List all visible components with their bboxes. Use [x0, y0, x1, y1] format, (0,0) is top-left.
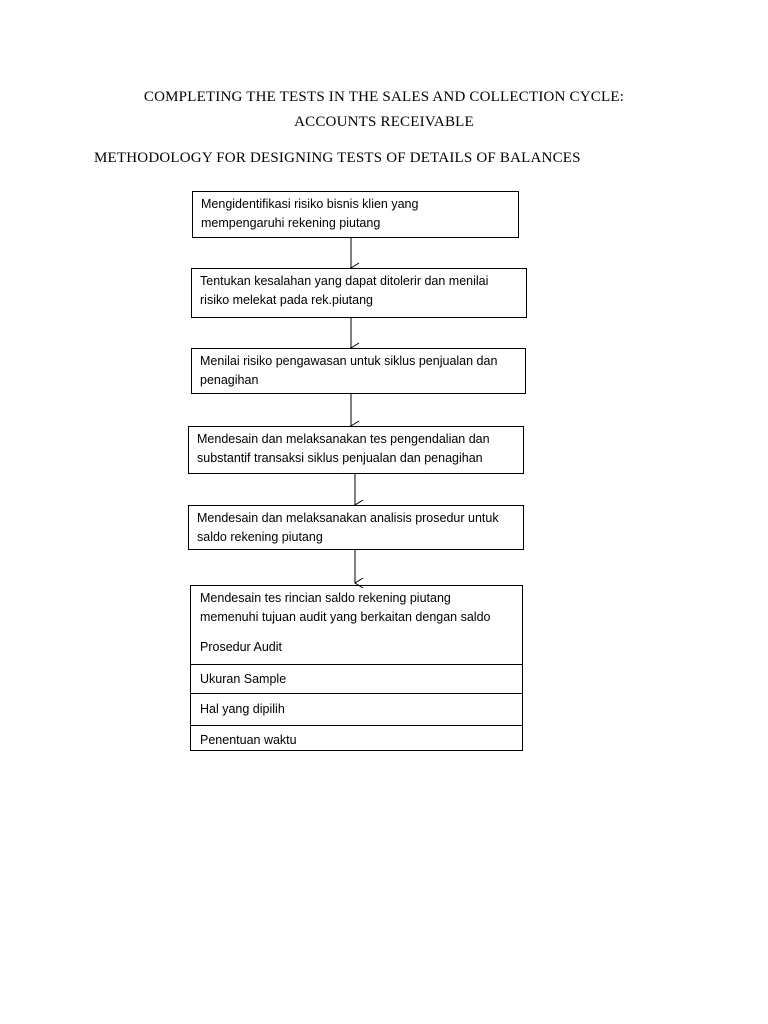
flow-step-2-text-line1: Tentukan kesalahan yang dapat ditolerir dan menilai — [200, 274, 489, 288]
flow-step-4-text-line1: Mendesain dan melaksanakan tes pengendalian dan — [197, 432, 490, 446]
section-subtitle: METHODOLOGY FOR DESIGNING TESTS OF DETAILS OF BALANCES — [94, 150, 581, 166]
flow-step-6-row-items-selected: Hal yang dipilih — [200, 702, 285, 716]
flow-step-1-text-line1: Mengidentifikasi risiko bisnis klien yang — [201, 197, 419, 211]
document-title-line2: ACCOUNTS RECEIVABLE — [294, 114, 474, 130]
flow-step-3-text-line1: Menilai risiko pengawasan untuk siklus penjualan dan — [200, 354, 498, 368]
row-divider — [190, 664, 523, 665]
flow-step-4-text-line2: substantif transaksi siklus penjualan dan penagihan — [197, 451, 483, 465]
flow-step-3-text-line2: penagihan — [200, 373, 259, 387]
flow-step-2-text-line2: risiko melekat pada rek.piutang — [200, 293, 374, 307]
row-divider — [190, 725, 523, 726]
flow-step-5 — [188, 505, 524, 550]
flow-step-5-text-line1: Mendesain dan melaksanakan analisis prosedur untuk — [197, 511, 499, 525]
document-title-line1: COMPLETING THE TESTS IN THE SALES AND COLLECTION CYCLE: — [143, 89, 625, 105]
flow-step-1 — [192, 191, 519, 238]
flow-step-2 — [191, 268, 527, 318]
flow-step-6-text-line2: memenuhi tujuan audit yang berkaitan dengan saldo — [200, 610, 491, 624]
flow-step-6 — [190, 585, 523, 751]
flow-step-6-row-timing: Penentuan waktu — [200, 733, 297, 747]
flow-step-4 — [188, 426, 524, 474]
flow-step-6-row-audit-procedure: Prosedur Audit — [200, 640, 282, 654]
row-divider — [190, 693, 523, 694]
flow-step-3 — [191, 348, 526, 394]
flow-step-1-text-line2: mempengaruhi rekening piutang — [201, 216, 381, 230]
flow-step-6-heading — [200, 589, 491, 627]
flow-step-5-text-line2: saldo rekening piutang — [197, 530, 323, 544]
flow-step-6-row-sample-size: Ukuran Sample — [200, 672, 287, 686]
flow-step-6-text-line1: Mendesain tes rincian saldo rekening piutang — [200, 591, 451, 605]
